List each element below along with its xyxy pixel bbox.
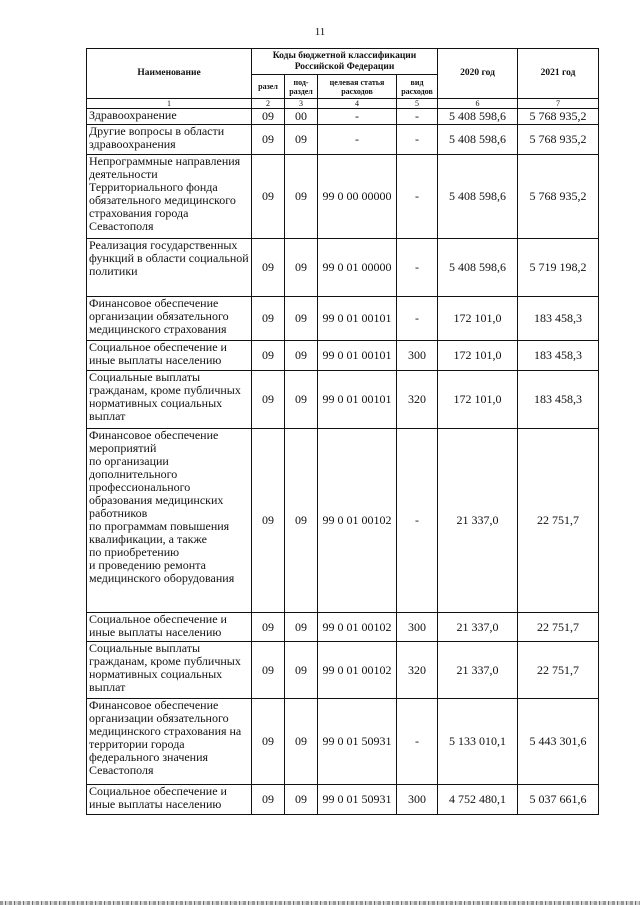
header-year-2020: 2020 год — [438, 49, 518, 99]
header-podrazdel: под- раздел — [285, 75, 318, 99]
row-name: Социальное обеспечение и иные выплаты населению — [87, 341, 252, 371]
row-vid: - — [397, 239, 438, 297]
column-number: 6 — [438, 99, 518, 109]
row-value-2021: 183 458,3 — [518, 341, 599, 371]
row-value-2020: 5 408 598,6 — [438, 239, 518, 297]
row-podrazdel: 09 — [285, 371, 318, 429]
row-value-2020: 5 408 598,6 — [438, 109, 518, 125]
row-target: 99 0 01 00101 — [318, 371, 397, 429]
row-value-2021: 22 751,7 — [518, 642, 599, 699]
row-podrazdel: 09 — [285, 429, 318, 613]
row-razdel: 09 — [252, 239, 285, 297]
row-podrazdel: 09 — [285, 297, 318, 341]
row-vid: - — [397, 125, 438, 155]
column-numbers-row — [87, 99, 599, 109]
header-target: целевая статья расходов — [318, 75, 397, 99]
table-row — [87, 371, 599, 429]
header-name: Наименование — [87, 49, 252, 99]
row-value-2021: 5 443 301,6 — [518, 699, 599, 785]
row-value-2021: 183 458,3 — [518, 371, 599, 429]
column-number: 2 — [252, 99, 285, 109]
row-name: Социальное обеспечение и иные выплаты населению — [87, 785, 252, 815]
row-podrazdel: 09 — [285, 155, 318, 239]
row-value-2021: 183 458,3 — [518, 297, 599, 341]
row-value-2020: 172 101,0 — [438, 341, 518, 371]
row-name: Социальные выплаты гражданам, кроме публичных нормативных социальных выплат — [87, 642, 252, 699]
row-target: 99 0 01 00000 — [318, 239, 397, 297]
row-target: 99 0 01 00101 — [318, 297, 397, 341]
row-value-2020: 21 337,0 — [438, 613, 518, 642]
row-value-2021: 5 037 661,6 — [518, 785, 599, 815]
table-row — [87, 699, 599, 785]
column-number: 7 — [518, 99, 599, 109]
row-name: Социальное обеспечение и иные выплаты населению — [87, 613, 252, 642]
table-row — [87, 785, 599, 815]
row-target: 99 0 01 50931 — [318, 785, 397, 815]
row-value-2021: 5 768 935,2 — [518, 125, 599, 155]
row-name: Финансовое обеспечение мероприятий по организации дополнительного профессионального образования медицинских работников по программам повышения квалификации, а также по приобретению и проведению ремонта медицинского оборудования — [87, 429, 252, 613]
row-razdel: 09 — [252, 125, 285, 155]
row-podrazdel: 09 — [285, 613, 318, 642]
row-razdel: 09 — [252, 109, 285, 125]
row-value-2020: 5 408 598,6 — [438, 155, 518, 239]
row-name: Социальные выплаты гражданам, кроме публичных нормативных социальных выплат — [87, 371, 252, 429]
row-podrazdel: 09 — [285, 125, 318, 155]
table-row — [87, 155, 599, 239]
row-value-2021: 5 719 198,2 — [518, 239, 599, 297]
table-row — [87, 341, 599, 371]
column-number: 4 — [318, 99, 397, 109]
row-razdel: 09 — [252, 155, 285, 239]
table-row — [87, 239, 599, 297]
row-value-2021: 22 751,7 — [518, 429, 599, 613]
column-number: 3 — [285, 99, 318, 109]
column-number: 5 — [397, 99, 438, 109]
row-podrazdel: 09 — [285, 341, 318, 371]
row-podrazdel: 09 — [285, 239, 318, 297]
row-name: Другие вопросы в области здравоохранения — [87, 125, 252, 155]
row-name: Реализация государственных функций в области социальной политики — [87, 239, 252, 297]
row-podrazdel: 09 — [285, 642, 318, 699]
header-vid: вид расходов — [397, 75, 438, 99]
budget-table — [86, 48, 599, 815]
table-row — [87, 613, 599, 642]
row-value-2021: 5 768 935,2 — [518, 109, 599, 125]
row-name: Здравоохранение — [87, 109, 252, 125]
row-razdel: 09 — [252, 429, 285, 613]
row-vid: - — [397, 155, 438, 239]
row-razdel: 09 — [252, 341, 285, 371]
row-podrazdel: 00 — [285, 109, 318, 125]
row-name: Финансовое обеспечение организации обязательного медицинского страхования на территории города федерального значения Севастополя — [87, 699, 252, 785]
row-vid: - — [397, 699, 438, 785]
row-podrazdel: 09 — [285, 785, 318, 815]
row-razdel: 09 — [252, 699, 285, 785]
row-podrazdel: 09 — [285, 699, 318, 785]
row-target: - — [318, 109, 397, 125]
table-row — [87, 125, 599, 155]
header-year-2021: 2021 год — [518, 49, 599, 99]
row-value-2020: 21 337,0 — [438, 642, 518, 699]
table-row — [87, 109, 599, 125]
row-value-2020: 21 337,0 — [438, 429, 518, 613]
row-vid: - — [397, 109, 438, 125]
table-row — [87, 642, 599, 699]
row-value-2020: 5 408 598,6 — [438, 125, 518, 155]
header-razdel: разел — [252, 75, 285, 99]
row-vid: - — [397, 297, 438, 341]
row-target: 99 0 01 00102 — [318, 642, 397, 699]
row-vid: - — [397, 429, 438, 613]
column-number: 1 — [87, 99, 252, 109]
row-value-2021: 5 768 935,2 — [518, 155, 599, 239]
row-vid: 300 — [397, 785, 438, 815]
row-razdel: 09 — [252, 297, 285, 341]
row-value-2020: 172 101,0 — [438, 371, 518, 429]
row-target: 99 0 01 50931 — [318, 699, 397, 785]
row-name: Непрограммные направления деятельности Территориального фонда обязательного медицинского страхования города Севастополя — [87, 155, 252, 239]
row-razdel: 09 — [252, 613, 285, 642]
row-value-2020: 172 101,0 — [438, 297, 518, 341]
header-codes-group: Коды бюджетной классификации Российской Федерации — [252, 49, 438, 75]
row-vid: 320 — [397, 642, 438, 699]
scan-edge-artifact — [0, 901, 640, 905]
row-vid: 300 — [397, 341, 438, 371]
table-row — [87, 429, 599, 613]
row-target: - — [318, 125, 397, 155]
row-target: 99 0 01 00101 — [318, 341, 397, 371]
row-vid: 300 — [397, 613, 438, 642]
page-number: 11 — [314, 26, 326, 38]
table-row — [87, 297, 599, 341]
row-target: 99 0 00 00000 — [318, 155, 397, 239]
row-value-2020: 5 133 010,1 — [438, 699, 518, 785]
row-name: Финансовое обеспечение организации обязательного медицинского страхования — [87, 297, 252, 341]
row-vid: 320 — [397, 371, 438, 429]
row-razdel: 09 — [252, 371, 285, 429]
row-razdel: 09 — [252, 785, 285, 815]
row-target: 99 0 01 00102 — [318, 429, 397, 613]
row-razdel: 09 — [252, 642, 285, 699]
row-target: 99 0 01 00102 — [318, 613, 397, 642]
row-value-2021: 22 751,7 — [518, 613, 599, 642]
row-value-2020: 4 752 480,1 — [438, 785, 518, 815]
